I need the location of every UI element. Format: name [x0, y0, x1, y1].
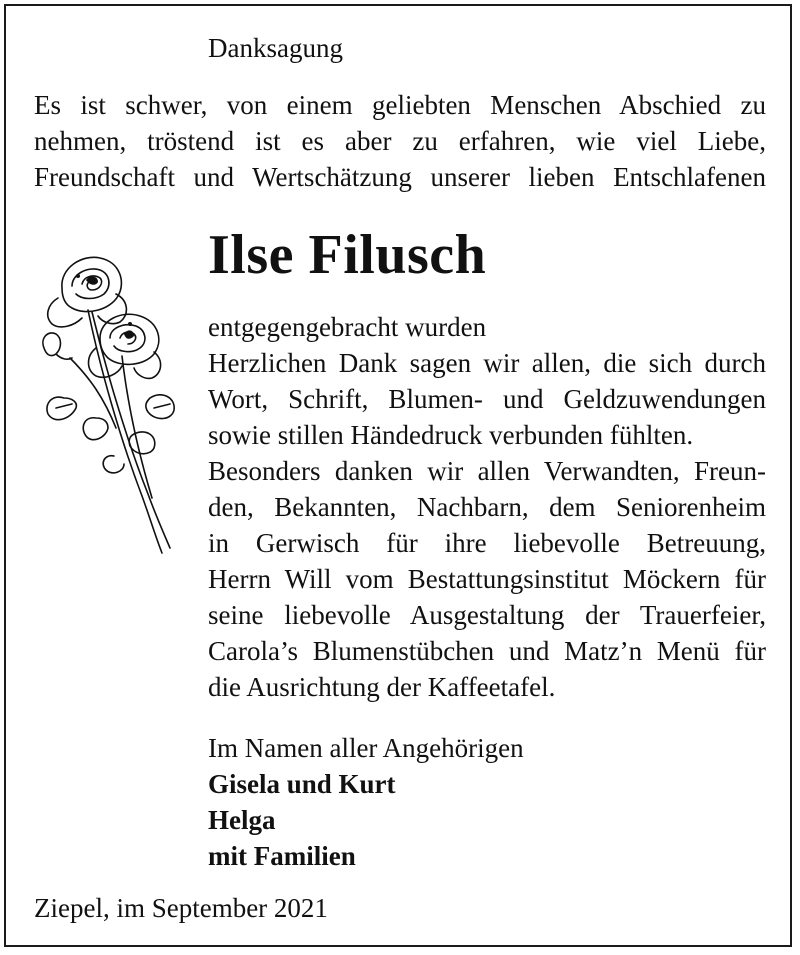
body-line-7: in Gerwisch für ihre liebevolle Betreuung, [208, 528, 766, 558]
body-line-6: den, Bekannten, Nachbarn, dem Seniorenheim [208, 492, 766, 522]
signature-intro: Im Namen aller Angehörigen [208, 733, 524, 763]
signature-name-1: Gisela und Kurt [208, 769, 396, 799]
body-line-3: Wort, Schrift, Blumen- und Geldzuwendungen [208, 384, 766, 414]
signature-name-2: Helga [208, 805, 276, 835]
deceased-name: Ilse Filusch [208, 224, 487, 286]
body-line-1: entgegengebracht wurden [208, 312, 487, 342]
rose-icon [30, 248, 190, 563]
body-line-5: Besonders danken wir allen Verwandten, Freun- [208, 456, 766, 486]
intro-line-2: nehmen, tröstend ist es aber zu erfahren, wie viel Liebe, [34, 126, 766, 156]
notice-heading: Danksagung [208, 33, 343, 63]
signature-name-3: mit Familien [208, 841, 356, 871]
intro-line-3: Freundschaft und Wertschätzung unserer lieben Entschlafenen [34, 162, 766, 192]
intro-line-1: Es ist schwer, von einem geliebten Menschen Abschied zu [34, 90, 766, 120]
body-line-9: seine liebevolle Ausgestaltung der Trauerfeier, [208, 600, 766, 630]
body-line-11: die Ausrichtung der Kaffeetafel. [208, 672, 556, 702]
body-line-10: Carola’s Blumenstübchen und Matz’n Menü für [208, 636, 766, 666]
place-date: Ziepel, im September 2021 [34, 893, 328, 923]
body-line-4: sowie stillen Händedruck verbunden fühlten. [208, 420, 694, 450]
body-line-2: Herzlichen Dank sagen wir allen, die sich durch [208, 348, 766, 378]
body-line-8: Herrn Will vom Bestattungsinstitut Möckern für [208, 564, 766, 594]
